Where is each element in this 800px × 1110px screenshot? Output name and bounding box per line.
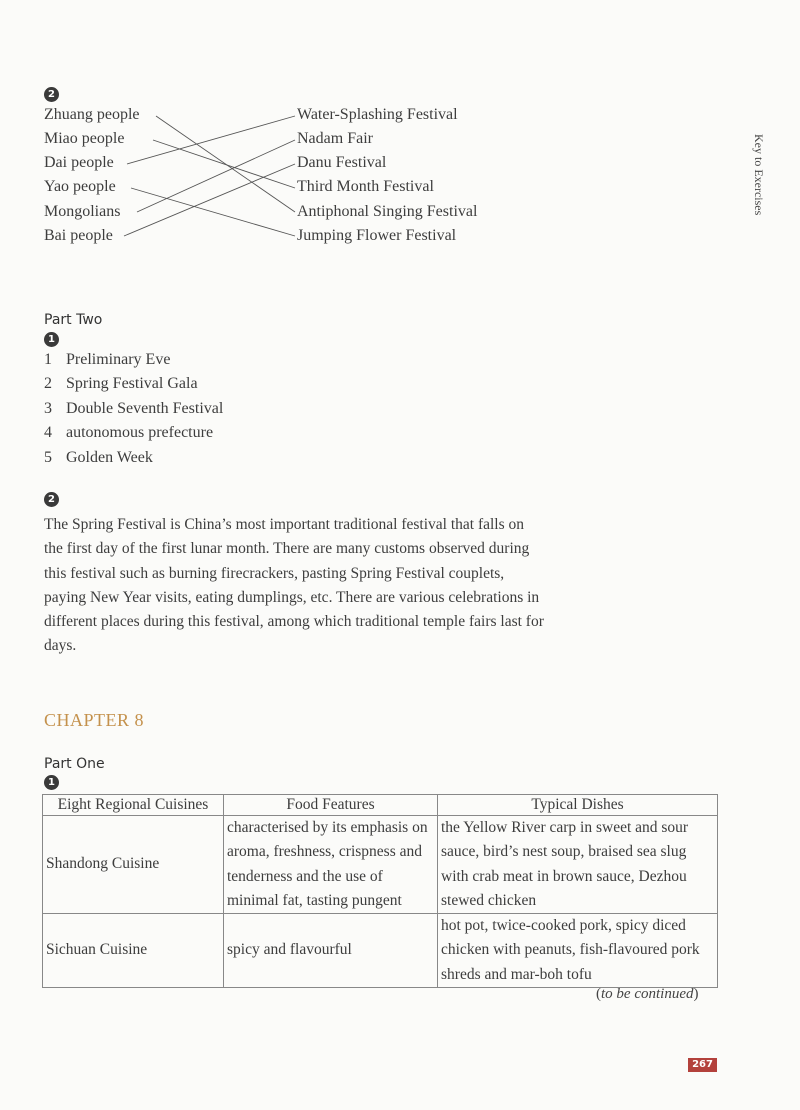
table-row xyxy=(43,914,718,988)
list-item: 4 autonomous prefecture xyxy=(44,424,214,442)
column-header: Typical Dishes xyxy=(438,795,718,816)
chapter-title: CHAPTER 8 xyxy=(44,710,145,730)
side-label: Key to Exercises xyxy=(752,134,766,216)
cuisine-cell: Sichuan Cuisine xyxy=(43,914,224,988)
left-item: Zhuang people xyxy=(44,106,140,123)
left-item: Dai people xyxy=(44,154,114,171)
dishes-cell: the Yellow River carp in sweet and sour sauce, bird’s nest soup, braised sea slug with crab meat in brown sauce, Dezhou stewed chicken xyxy=(438,816,718,914)
left-item: Miao people xyxy=(44,130,125,147)
list-item: 5 Golden Week xyxy=(44,448,153,466)
part-two-heading: Part Two xyxy=(44,312,103,328)
page-number: 267 xyxy=(688,1058,717,1072)
right-item: Danu Festival xyxy=(297,154,387,171)
cuisine-cell: Shandong Cuisine xyxy=(43,816,224,914)
exercise-marker: 1 xyxy=(44,332,59,347)
dishes-cell: hot pot, twice-cooked pork, spicy diced chicken with peanuts, fish-flavoured pork shreds and mar-boh tofu xyxy=(438,914,718,988)
answer-list xyxy=(44,348,223,470)
list-item: 1 Preliminary Eve xyxy=(44,351,171,368)
exercise-marker: 2 xyxy=(44,87,59,102)
right-item: Antiphonal Singing Festival xyxy=(297,203,478,220)
features-cell: characterised by its emphasis on aroma, freshness, crispness and tenderness and the use of minimal fat, tasting pungent xyxy=(224,816,438,914)
table-row xyxy=(43,816,718,914)
right-item: Jumping Flower Festival xyxy=(297,227,457,244)
right-item: Third Month Festival xyxy=(297,178,434,195)
left-item: Bai people xyxy=(44,227,113,244)
answer-paragraph: The Spring Festival is China’s most important traditional festival that falls on the first day of the first lunar month. There are many customs observed during this festival such as burning firecrackers, pasting Spring Festival couplets, paying New Year visits, eating dumplings, etc. There are various celebrations in different places during this festival, among which traditional temple fairs last for days. xyxy=(44,516,544,655)
matching-line xyxy=(153,140,295,188)
matching-line xyxy=(156,116,295,212)
list-item: 2 Spring Festival Gala xyxy=(44,375,198,393)
exercise-marker: 1 xyxy=(44,775,59,790)
matching-line xyxy=(127,116,295,164)
left-item: Mongolians xyxy=(44,203,121,220)
matching-lines xyxy=(0,0,800,260)
table-header-row xyxy=(43,795,718,816)
features-cell: spicy and flavourful xyxy=(224,914,438,988)
right-item: Nadam Fair xyxy=(297,130,373,147)
cuisine-table xyxy=(42,794,718,988)
left-item: Yao people xyxy=(44,178,116,195)
exercise-marker: 2 xyxy=(44,492,59,507)
column-header: Food Features xyxy=(224,795,438,816)
part-one-heading: Part One xyxy=(44,756,105,772)
matching-line xyxy=(137,140,295,212)
matching-line xyxy=(124,164,295,236)
column-header: Eight Regional Cuisines xyxy=(43,795,224,816)
right-item: Water-Splashing Festival xyxy=(297,106,458,123)
list-item: 3 Double Seventh Festival xyxy=(44,399,224,417)
continued-note: (to be continued) xyxy=(596,986,699,1002)
